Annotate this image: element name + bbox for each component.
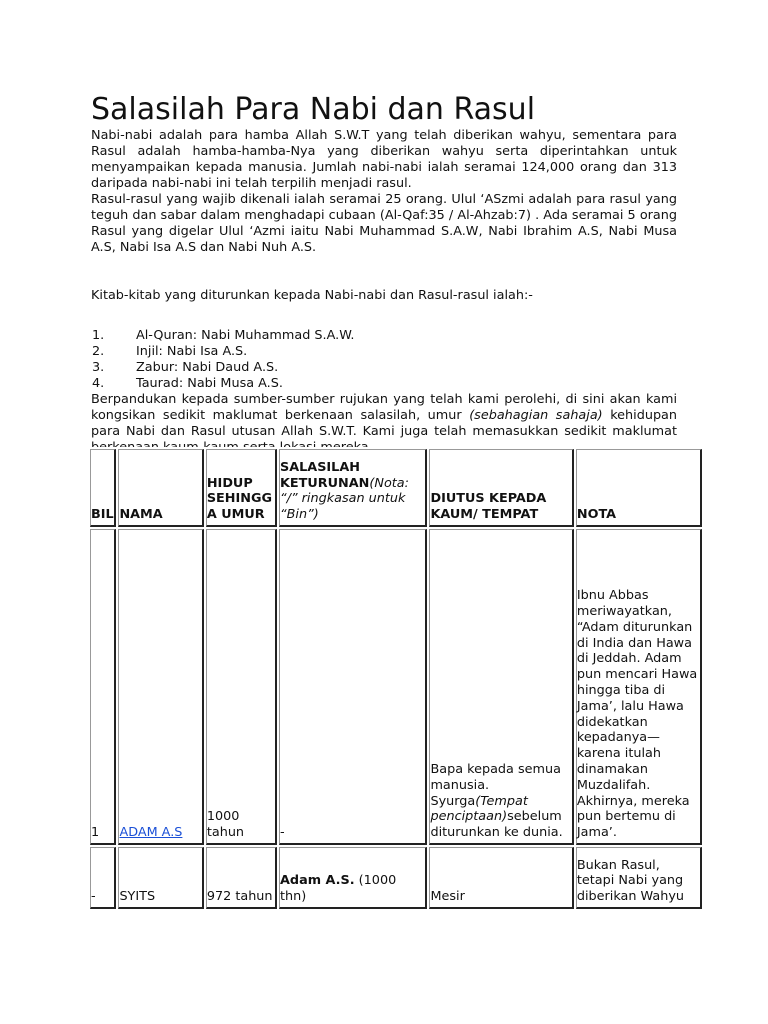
page-title: Salasilah Para Nabi dan Rasul	[91, 92, 536, 127]
intro-paragraph: Nabi-nabi adalah para hamba Allah S.W.T yang telah diberikan wahyu, sementara para Rasul adalah hamba-hamba-Nya yang diberikan wahyu serta diperintahkan untuk menyampaikan kepada manusia. Jumlah nabi-nabi ialah seramai 124,000 orang dan 313 daripada nabi-nabi ini telah terpilih menjadi rasul.	[91, 128, 677, 191]
header-nota: NOTA	[576, 449, 702, 527]
spacer	[91, 320, 677, 328]
cell-bil: 1	[90, 529, 116, 845]
cell-nota: Ibnu Abbas meriwayatkan, “Adam diturunkan di India dan Hawa di Jeddah. Adam pun mencari Hawa hingga tiba di Jama’, lalu Hawa didekatkan kepadanya—karena itulah dinamakan Muzdalifah. Akhirnya, mereka pun bertemu di Jama’.	[576, 529, 702, 845]
list-item: 4. Taurad: Nabi Musa A.S.	[92, 376, 283, 391]
header-salasilah: SALASILAH KETURUNAN(Nota: “/” ringkasan untuk “Bin”)	[279, 449, 427, 527]
salasilah-table	[88, 447, 704, 911]
header-diutus: DIUTUS KEPADA KAUM/ TEMPAT	[429, 449, 573, 527]
adam-link[interactable]: ADAM A.S	[119, 825, 183, 841]
cell-hidup: 972 tahun	[206, 847, 277, 909]
cell-diutus: Bapa kepada semua manusia. Syurga(Tempat penciptaan)sebelum diturunkan ke dunia.	[429, 529, 573, 845]
rasul-paragraph: Rasul-rasul yang wajib dikenali ialah seramai 25 orang. Ulul ‘ASzmi adalah para rasul yang teguh dan sabar dalam menghadapi cubaan (Al-Qaf:35 / Al-Ahzab:7) . Ada seramai 5 orang Rasul yang digelar Ulul ‘Azmi iaitu Nabi Muhammad S.A.W, Nabi Ibrahim A.S, Nabi Musa A.S, Nabi Isa A.S dan Nabi Nuh A.S.	[91, 192, 677, 255]
cell-hidup: 1000 tahun	[206, 529, 277, 845]
cell-nama: SYITS	[118, 847, 203, 909]
header-nama: NAMA	[118, 449, 203, 527]
kitab-list	[91, 328, 677, 392]
table-header-row	[90, 449, 702, 527]
table-row	[90, 529, 702, 845]
cell-bil: -	[90, 847, 116, 909]
kitab-intro-paragraph: Kitab-kitab yang diturunkan kepada Nabi-nabi dan Rasul-rasul ialah:-	[91, 288, 533, 303]
cell-diutus: Mesir	[429, 847, 573, 909]
spacer	[91, 256, 677, 272]
list-item: 3. Zabur: Nabi Daud A.S.	[92, 360, 279, 375]
table-row	[90, 847, 702, 909]
header-bil: BIL	[90, 449, 116, 527]
reference-paragraph: Berpandukan kepada sumber-sumber rujukan yang telah kami perolehi, di sini akan kami kongsikan sedikit maklumat berkenaan salasilah, umur (sebahagian sahaja) kehidupan para Nabi dan Rasul utusan Allah S.W.T. Kami juga telah memasukkan sedikit maklumat	[91, 392, 678, 439]
spacer	[91, 272, 677, 288]
list-item: 1. Al-Quran: Nabi Muhammad S.A.W.	[92, 328, 355, 343]
cell-salasilah: Adam A.S. (1000 thn)	[279, 847, 427, 909]
header-hidup: HIDUP SEHINGGA UMUR	[206, 449, 277, 527]
spacer	[91, 304, 677, 320]
cell-nota: Bukan Rasul, tetapi Nabi yang diberikan Wahyu	[576, 847, 702, 909]
salasilah-table-wrapper	[88, 447, 704, 911]
cell-nama	[118, 529, 203, 845]
cell-salasilah: -	[279, 529, 427, 845]
document-body	[91, 92, 677, 456]
list-item: 2. Injil: Nabi Isa A.S.	[92, 344, 248, 359]
